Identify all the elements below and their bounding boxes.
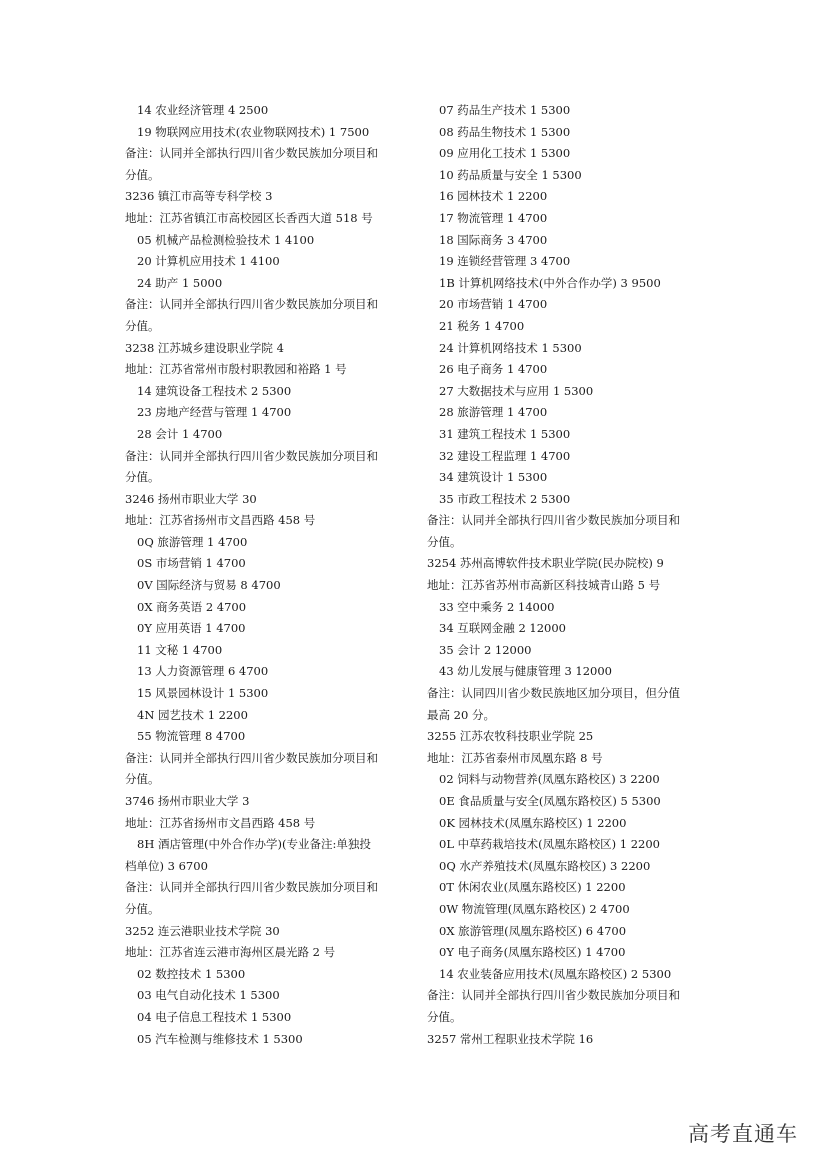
text-line: 03 电气自动化技术 1 5300 [137, 988, 280, 1003]
text-line: 备注：认同并全部执行四川省少数民族加分项目和 [125, 146, 378, 161]
text-line: 17 物流管理 1 4700 [439, 210, 548, 225]
text-line: 02 数控技术 1 5300 [137, 966, 246, 981]
text-line: 3236 镇江市高等专科学校 3 [125, 189, 273, 204]
text-line: 35 会计 2 12000 [439, 642, 532, 657]
text-line: 23 房地产经营与管理 1 4700 [137, 405, 292, 420]
text-line: 13 人力资源管理 6 4700 [137, 664, 269, 679]
text-line: 19 连锁经营管理 3 4700 [439, 254, 571, 269]
text-line: 1B 计算机网络技术(中外合作办学) 3 9500 [439, 275, 661, 290]
text-line: 28 旅游管理 1 4700 [439, 405, 548, 420]
text-line: 地址：江苏省泰州市凤凰东路 8 号 [427, 750, 603, 765]
text-line: 09 应用化工技术 1 5300 [439, 146, 571, 161]
text-line: 14 农业经济管理 4 2500 [137, 103, 269, 117]
text-line: 0W 物流管理(凤凰东路校区) 2 4700 [439, 901, 630, 916]
text-line: 04 电子信息工程技术 1 5300 [137, 1009, 292, 1024]
text-line: 备注：认同并全部执行四川省少数民族加分项目和 [125, 750, 378, 765]
text-line: 分值。 [427, 534, 462, 549]
text-line: 3746 扬州市职业大学 3 [125, 794, 250, 808]
text-line: 0X 商务英语 2 4700 [137, 599, 247, 614]
text-line: 05 机械产品检测检验技术 1 4100 [137, 232, 315, 247]
text-line: 地址：江苏省苏州市高新区科技城青山路 5 号 [427, 578, 661, 593]
text-line: 分值。 [427, 1009, 462, 1024]
text-line: 16 园林技术 1 2200 [439, 189, 548, 204]
text-line: 19 物联网应用技术(农业物联网技术) 1 7500 [137, 124, 370, 139]
text-line: 24 助产 1 5000 [137, 275, 223, 290]
text-line: 26 电子商务 1 4700 [439, 362, 548, 377]
text-line: 55 物流管理 8 4700 [137, 729, 246, 744]
text-line: 20 市场营销 1 4700 [439, 297, 548, 312]
text-line: 43 幼儿发展与健康管理 3 12000 [439, 664, 612, 679]
text-line: 地址：江苏省连云港市海州区晨光路 2 号 [125, 945, 336, 960]
text-line: 35 市政工程技术 2 5300 [439, 491, 571, 506]
text-line: 档单位) 3 6700 [125, 858, 208, 873]
text-line: 备注：认同并全部执行四川省少数民族加分项目和 [427, 513, 680, 528]
text-line: 14 建筑设备工程技术 2 5300 [137, 383, 292, 398]
left-column [125, 100, 415, 1050]
watermark: 高考直通车 [688, 1122, 798, 1146]
text-line: 3255 江苏农牧科技职业学院 25 [427, 729, 594, 744]
text-line: 分值。 [125, 318, 160, 333]
text-line: 分值。 [125, 901, 160, 916]
text-line: 20 计算机应用技术 1 4100 [137, 254, 280, 269]
text-line: 3252 连云港职业技术学院 30 [125, 923, 280, 938]
text-line: 0L 中草药栽培技术(凤凰东路校区) 1 2200 [439, 837, 660, 852]
text-line: 0S 市场营销 1 4700 [137, 556, 246, 571]
text-line: 28 会计 1 4700 [137, 426, 223, 441]
text-line: 07 药品生产技术 1 5300 [439, 103, 571, 117]
text-line: 34 互联网金融 2 12000 [439, 621, 566, 636]
right-column [427, 100, 727, 1050]
text-line: 34 建筑设计 1 5300 [439, 470, 548, 485]
text-line: 备注：认同四川省少数民族地区加分项目，但分值 [427, 686, 680, 701]
text-line: 08 药品生物技术 1 5300 [439, 124, 571, 139]
text-line: 18 国际商务 3 4700 [439, 232, 548, 247]
text-line: 3246 扬州市职业大学 30 [125, 491, 257, 506]
text-line: 24 计算机网络技术 1 5300 [439, 340, 582, 355]
text-line: 02 饲料与动物营养(凤凰东路校区) 3 2200 [439, 772, 660, 787]
text-line: 分值。 [125, 772, 160, 787]
text-line: 地址：江苏省扬州市文昌西路 458 号 [125, 815, 316, 830]
text-line: 32 建设工程监理 1 4700 [439, 448, 571, 463]
text-line: 0T 休闲农业(凤凰东路校区) 1 2200 [439, 880, 626, 895]
text-line: 0V 国际经济与贸易 8 4700 [137, 578, 281, 593]
text-line: 地址：江苏省扬州市文昌西路 458 号 [125, 513, 316, 528]
text-line: 备注：认同并全部执行四川省少数民族加分项目和 [125, 297, 378, 312]
text-line: 备注：认同并全部执行四川省少数民族加分项目和 [125, 880, 378, 895]
text-line: 33 空中乘务 2 14000 [439, 599, 555, 614]
text-line: 地址：江苏省镇江市高校园区长香西大道 518 号 [125, 210, 373, 225]
text-line: 3238 江苏城乡建设职业学院 4 [125, 340, 284, 355]
text-line: 地址：江苏省常州市殷村职教园和裕路 1 号 [125, 362, 347, 377]
text-line: 备注：认同并全部执行四川省少数民族加分项目和 [427, 988, 680, 1003]
text-line: 0K 园林技术(凤凰东路校区) 1 2200 [439, 815, 627, 830]
text-line: 14 农业装备应用技术(凤凰东路校区) 2 5300 [439, 966, 672, 981]
text-line: 3257 常州工程职业技术学院 16 [427, 1031, 594, 1046]
text-line: 3254 苏州高博软件技术职业学院(民办院校) 9 [427, 556, 664, 571]
text-line: 21 税务 1 4700 [439, 318, 525, 333]
text-line: 0E 食品质量与安全(凤凰东路校区) 5 5300 [439, 794, 661, 808]
text-line: 05 汽车检测与维修技术 1 5300 [137, 1031, 303, 1046]
text-line: 11 文秘 1 4700 [137, 642, 223, 657]
text-line: 15 风景园林设计 1 5300 [137, 686, 269, 701]
text-line: 0X 旅游管理(凤凰东路校区) 6 4700 [439, 923, 627, 938]
text-line: 10 药品质量与安全 1 5300 [439, 167, 582, 182]
text-line: 0Q 旅游管理 1 4700 [137, 534, 248, 549]
text-line: 0Y 电子商务(凤凰东路校区) 1 4700 [439, 945, 626, 960]
text-line: 分值。 [125, 470, 160, 485]
text-line: 31 建筑工程技术 1 5300 [439, 426, 571, 441]
text-line: 分值。 [125, 167, 160, 182]
text-line: 4N 园艺技术 1 2200 [137, 707, 248, 722]
text-line: 最高 20 分。 [427, 707, 495, 722]
text-line: 27 大数据技术与应用 1 5300 [439, 383, 594, 398]
text-line: 0Q 水产养殖技术(凤凰东路校区) 3 2200 [439, 858, 651, 873]
text-line: 备注：认同并全部执行四川省少数民族加分项目和 [125, 448, 378, 463]
text-line: 8H 酒店管理(中外合作办学)(专业备注:单独投 [137, 837, 371, 852]
text-line: 0Y 应用英语 1 4700 [137, 621, 246, 636]
